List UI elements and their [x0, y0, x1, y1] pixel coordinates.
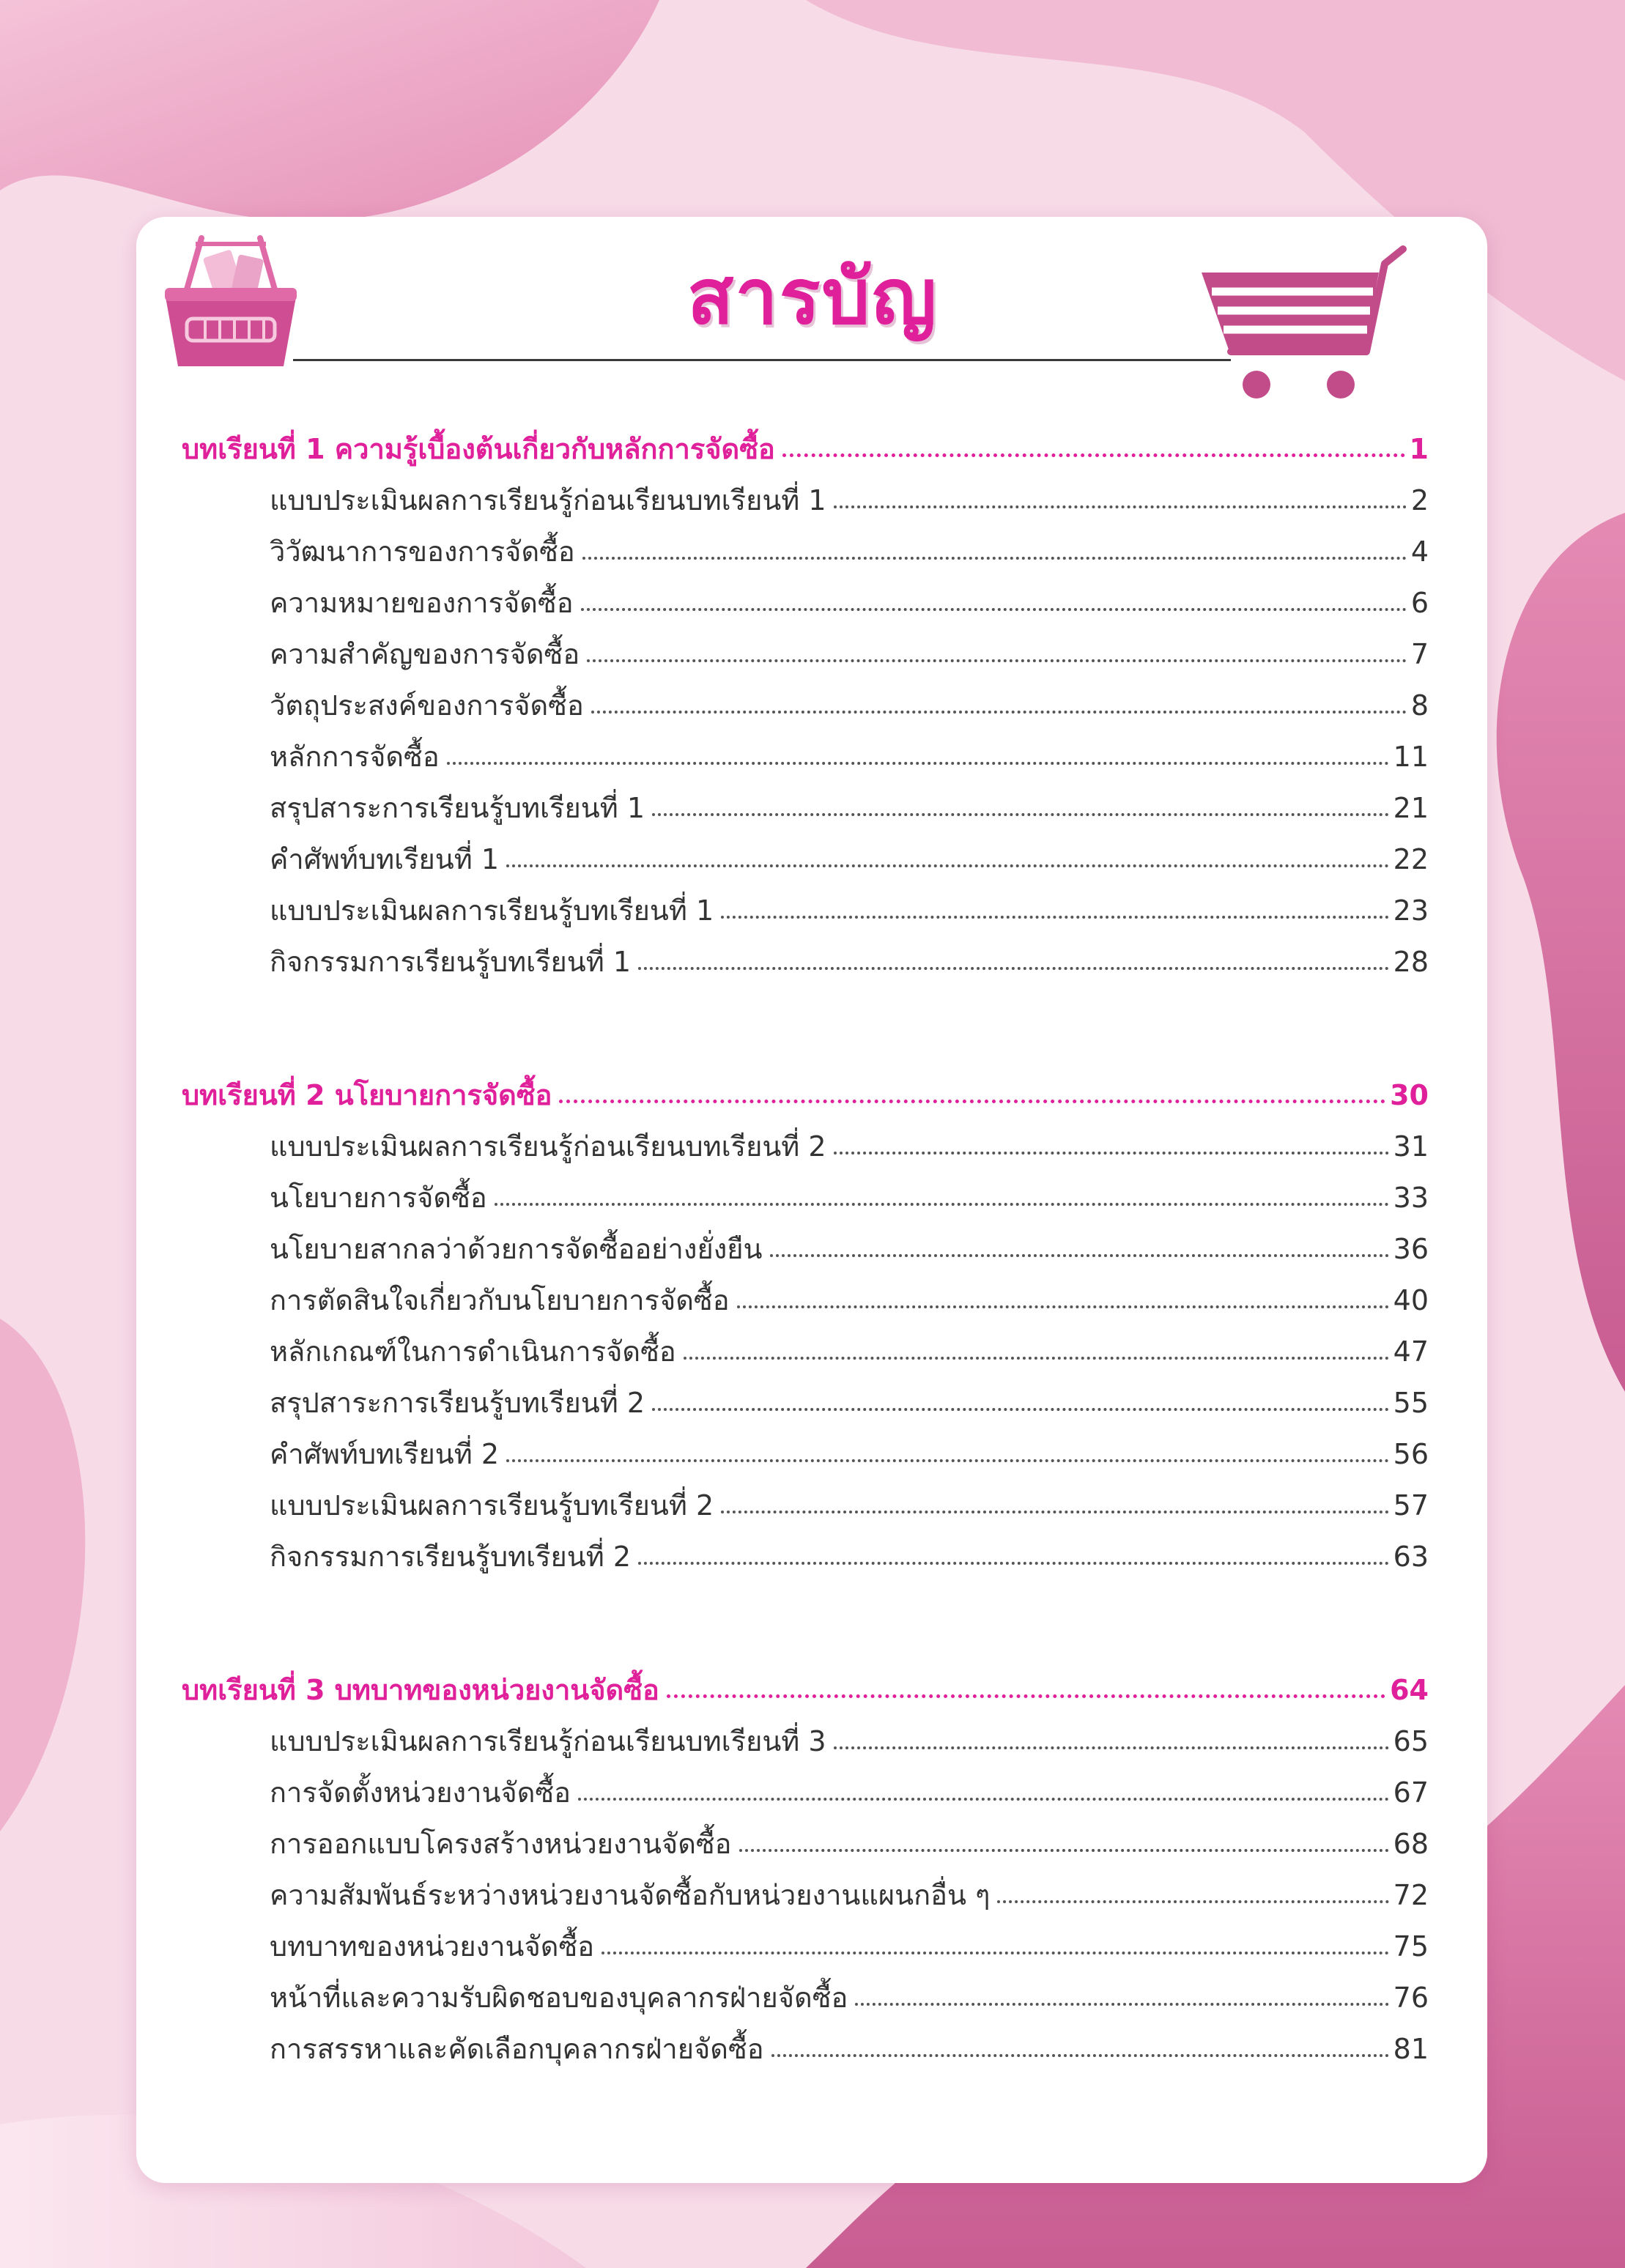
dot-leader	[506, 864, 1389, 867]
toc-item[interactable]	[182, 822, 1429, 873]
toc-item-label: การออกแบบโครงสร้างหน่วยงานจัดซื้อ	[270, 1828, 732, 1860]
page-number: 72	[1393, 1879, 1429, 1911]
toc-item-label: นโยบายสากลว่าด้วยการจัดซื้ออย่างยั่งยืน	[270, 1233, 763, 1265]
page-number: 7	[1410, 638, 1429, 670]
page-number: 8	[1410, 689, 1429, 722]
toc-item-label: สรุปสาระการเรียนรู้บทเรียนที่ 2	[270, 1387, 645, 1419]
page-number: 11	[1393, 741, 1429, 773]
page-number: 6	[1410, 587, 1429, 619]
page-number: 67	[1393, 1776, 1429, 1809]
toc-item-label: หลักเกณฑ์ในการดำเนินการจัดซื้อ	[270, 1335, 676, 1368]
dot-leader	[834, 1746, 1389, 1749]
toc-item-label: แบบประเมินผลการเรียนรู้บทเรียนที่ 2	[270, 1489, 714, 1522]
toc-item[interactable]	[182, 1263, 1429, 1314]
page-number: 33	[1393, 1182, 1429, 1214]
page-number: 22	[1393, 843, 1429, 875]
toc-item[interactable]	[182, 566, 1429, 617]
toc-item[interactable]	[182, 1160, 1429, 1212]
toc-item-label: การจัดตั้งหน่วยงานจัดซื้อ	[270, 1776, 571, 1809]
dot-leader	[771, 2054, 1389, 2057]
dot-leader	[652, 813, 1389, 816]
page-number: 23	[1393, 894, 1429, 927]
dot-leader	[737, 1305, 1389, 1308]
dot-leader	[855, 2003, 1388, 2006]
page-number: 31	[1393, 1130, 1429, 1163]
chapter-title: บทเรียนที่ 3 บทบาทของหน่วยงานจัดซื้อ	[182, 1674, 659, 1706]
toc-item-label: แบบประเมินผลการเรียนรู้บทเรียนที่ 1	[270, 894, 714, 927]
page-number: 47	[1393, 1335, 1429, 1368]
dot-leader	[739, 1849, 1389, 1852]
toc-item-label: สรุปสาระการเรียนรู้บทเรียนที่ 1	[270, 792, 645, 824]
toc-item[interactable]	[182, 1365, 1429, 1417]
dot-leader	[447, 762, 1389, 765]
toc-item[interactable]	[182, 1468, 1429, 1522]
dot-leader	[834, 1152, 1389, 1155]
page-number: 36	[1393, 1233, 1429, 1265]
toc-item-label: ความหมายของการจัดซื้อ	[270, 587, 574, 619]
toc-item[interactable]	[182, 2012, 1429, 2063]
toc-item[interactable]	[182, 873, 1429, 927]
dot-leader	[638, 967, 1389, 970]
toc-item-label: ความสำคัญของการจัดซื้อ	[270, 638, 580, 670]
page-number: 75	[1393, 1930, 1429, 1963]
section-spacer	[182, 1571, 1429, 1653]
toc-item[interactable]	[182, 1109, 1429, 1163]
toc-item[interactable]	[182, 719, 1429, 771]
toc-item-label: หน้าที่และความรับผิดชอบของบุคลากรฝ่ายจัดซื้อ	[270, 1982, 848, 2014]
page-number: 4	[1410, 536, 1429, 568]
toc-item-label: วิวัฒนาการของการจัดซื้อ	[270, 536, 575, 568]
page-number: 40	[1393, 1284, 1429, 1316]
toc-item[interactable]	[182, 617, 1429, 668]
dot-leader	[652, 1408, 1389, 1411]
dot-leader	[601, 1952, 1389, 1954]
dot-leader	[782, 453, 1405, 457]
page-title: สารบัญ	[686, 252, 939, 341]
page-number: 57	[1393, 1489, 1429, 1522]
page-number: 2	[1410, 484, 1429, 516]
page-number: 55	[1393, 1387, 1429, 1419]
toc-item[interactable]	[182, 1314, 1429, 1368]
dot-leader	[834, 505, 1407, 508]
dot-leader	[495, 1203, 1389, 1206]
toc-item[interactable]	[182, 1960, 1429, 2012]
toc-item-label: การสรรหาและคัดเลือกบุคลากรฝ่ายจัดซื้อ	[270, 2033, 764, 2065]
toc-item-label: คำศัพท์บทเรียนที่ 2	[270, 1438, 500, 1470]
page-number: 56	[1393, 1438, 1429, 1470]
toc-item[interactable]	[182, 514, 1429, 566]
toc-item-label: การตัดสินใจเกี่ยวกับนโยบายการจัดซื้อ	[270, 1284, 730, 1316]
chapter-title: บทเรียนที่ 1 ความรู้เบื้องต้นเกี่ยวกับหลักการจัดซื้อ	[182, 433, 775, 465]
page-number: 68	[1393, 1828, 1429, 1860]
page-number: 81	[1393, 2033, 1429, 2065]
toc-item[interactable]	[182, 1755, 1429, 1809]
section-spacer	[182, 976, 1429, 1058]
page-number: 21	[1393, 792, 1429, 824]
dot-leader	[684, 1357, 1389, 1360]
toc-item-label: แบบประเมินผลการเรียนรู้ก่อนเรียนบทเรียนที่ 1	[270, 484, 826, 516]
dot-leader	[587, 659, 1407, 662]
dot-leader	[638, 1562, 1389, 1565]
toc-item-label: แบบประเมินผลการเรียนรู้ก่อนเรียนบทเรียนที่ 3	[270, 1725, 826, 1757]
shopping-cart-icon	[1187, 234, 1414, 403]
dot-leader	[591, 711, 1407, 714]
dot-leader	[997, 1900, 1388, 1903]
toc-item[interactable]	[182, 1704, 1429, 1755]
toc-item[interactable]	[182, 1212, 1429, 1263]
page-number: 64	[1390, 1674, 1429, 1706]
toc-item-label: บทบาทของหน่วยงานจัดซื้อ	[270, 1930, 595, 1963]
toc-item[interactable]	[182, 771, 1429, 822]
page-number: 30	[1390, 1079, 1429, 1111]
page-number: 63	[1393, 1541, 1429, 1573]
dot-leader	[721, 1511, 1388, 1513]
toc-chapter-1[interactable]	[182, 412, 1429, 463]
page-number: 28	[1393, 946, 1429, 978]
toc-item[interactable]	[182, 1858, 1429, 1909]
title-underline	[293, 359, 1231, 361]
toc-item-label: กิจกรรมการเรียนรู้บทเรียนที่ 1	[270, 946, 632, 978]
dot-leader	[581, 608, 1407, 611]
toc-item-label: คำศัพท์บทเรียนที่ 1	[270, 843, 500, 875]
toc-item[interactable]	[182, 1519, 1429, 1571]
toc-item[interactable]	[182, 1806, 1429, 1858]
chapter-title: บทเรียนที่ 2 นโยบายการจัดซื้อ	[182, 1079, 552, 1111]
table-of-contents	[182, 412, 1429, 2063]
toc-item-label: นโยบายการจัดซื้อ	[270, 1182, 487, 1214]
dot-leader	[578, 1798, 1389, 1801]
dot-leader	[582, 557, 1407, 560]
page-number: 65	[1393, 1725, 1429, 1757]
dot-leader	[667, 1694, 1385, 1698]
dot-leader	[770, 1254, 1389, 1257]
toc-item[interactable]	[182, 924, 1429, 976]
toc-item-label: ความสัมพันธ์ระหว่างหน่วยงานจัดซื้อกับหน่วยงานแผนกอื่น ๆ	[270, 1879, 991, 1911]
dot-leader	[559, 1100, 1385, 1103]
toc-chapter-3[interactable]	[182, 1653, 1429, 1704]
toc-item-label: กิจกรรมการเรียนรู้บทเรียนที่ 2	[270, 1541, 632, 1573]
dot-leader	[506, 1459, 1389, 1462]
toc-item-label: วัตถุประสงค์ของการจัดซื้อ	[270, 689, 584, 722]
toc-chapter-2[interactable]	[182, 1058, 1429, 1109]
toc-item-label: แบบประเมินผลการเรียนรู้ก่อนเรียนบทเรียนที่ 2	[270, 1130, 826, 1163]
toc-item[interactable]	[182, 463, 1429, 514]
toc-item[interactable]	[182, 1909, 1429, 1963]
page-number: 76	[1393, 1982, 1429, 2014]
page-number: 1	[1409, 433, 1429, 465]
toc-item-label: หลักการจัดซื้อ	[270, 741, 440, 773]
toc-item[interactable]	[182, 1417, 1429, 1468]
toc-item[interactable]	[182, 668, 1429, 722]
dot-leader	[721, 916, 1388, 919]
